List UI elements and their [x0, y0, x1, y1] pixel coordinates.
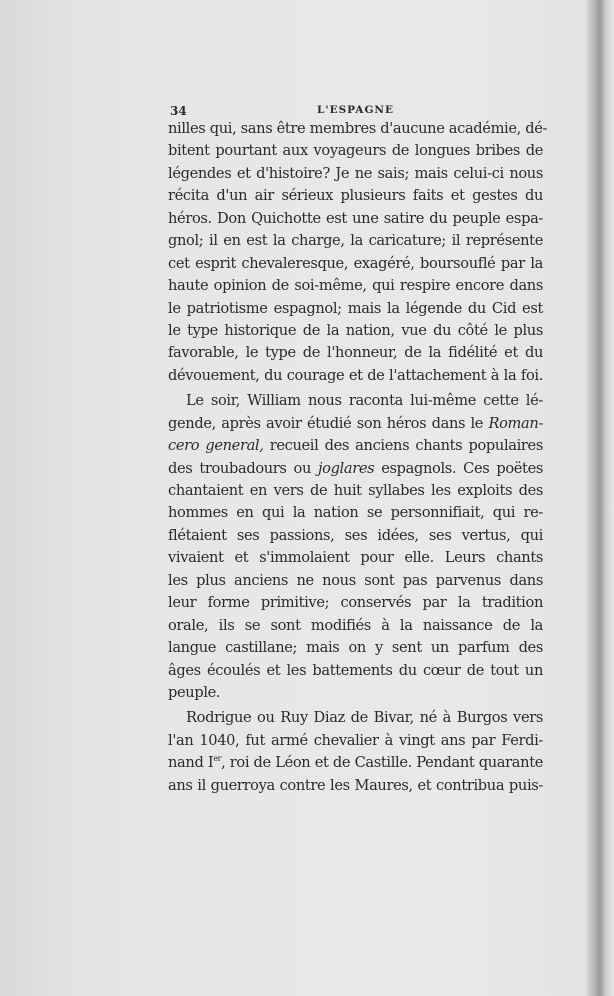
text-line: les plus anciens ne nous sont pas parvenus dans [168, 571, 543, 589]
text-segment: des troubadours ou [168, 459, 318, 477]
text-segment: espagnols. Ces poëtes [374, 459, 543, 477]
text-line: hommes en qui la nation se personnifiait, qui re- [168, 504, 543, 522]
text-line: leur forme primitive; conservés par la tradition [168, 594, 543, 612]
text-line [168, 435, 543, 457]
text-segment: recueil des anciens chants populaires [263, 437, 543, 455]
text-line: nilles qui, sans être membres d'aucune académie, dé- [168, 120, 548, 137]
superscript: er [213, 754, 222, 764]
italic-segment: joglares [317, 459, 375, 477]
text-line: le type historique de la nation, vue du côté le plus [168, 321, 543, 339]
text-line: langue castillane; mais on y sent un parfum des [168, 639, 543, 657]
italic-segment: Roman- [488, 414, 543, 432]
text-line [168, 752, 543, 774]
paragraph-start-line: Rodrigue ou Ruy Diaz de Bivar, né à Burgos vers [186, 709, 543, 727]
text-line: orale, ils se sont modifiés à la naissance de la [168, 616, 543, 634]
text-line [168, 458, 543, 480]
text-line: légendes et d'histoire? Je ne sais; mais celui-ci nous [168, 164, 543, 182]
text-line: l'an 1040, fut armé chevalier à vingt ans par Ferdi- [168, 731, 543, 749]
text-line [168, 413, 543, 435]
text-segment: , roi de Léon et de Castille. Pendant quarante [221, 754, 543, 772]
text-line: haute opinion de soi-même, qui respire encore dans [168, 277, 543, 295]
text-line: vivaient et s'immolaient pour elle. Leurs chants [168, 549, 543, 567]
text-line: bitent pourtant aux voyageurs de longues bribes de [168, 142, 543, 160]
text-line: cet esprit chevaleresque, exagéré, boursouflé par la [168, 254, 543, 272]
text-line: favorable, le type de l'honneur, de la fidélité et du [168, 344, 543, 362]
text-line: âges écoulés et les battements du cœur de tout un [168, 661, 543, 679]
text-line: gnol; il en est la charge, la caricature; il représente [168, 232, 543, 250]
paragraph-start-line: Le soir, William nous raconta lui-même cette lé- [186, 392, 543, 410]
page-number: 34 [170, 104, 187, 118]
text-line: chantaient en vers de huit syllabes les exploits des [168, 482, 543, 499]
text-line: dévouement, du courage et de l'attachement à la foi. [168, 366, 543, 384]
paragraph-end-line: peuple. [168, 683, 221, 701]
text-line: flétaient ses passions, ses idées, ses vertus, qui [168, 526, 543, 544]
text-segment: nand I [168, 754, 214, 772]
text-line: héros. Don Quichotte est une satire du peuple espa- [168, 209, 543, 227]
text-line: ans il guerroya contre les Maures, et contribua puis- [168, 776, 543, 794]
text-line: le patriotisme espagnol; mais la légende du Cid est [168, 299, 543, 317]
italic-segment: cero general, [168, 437, 264, 455]
body-text [168, 118, 548, 797]
text-line: récita d'un air sérieux plusieurs faits et gestes du [168, 187, 543, 205]
running-title: L'ESPAGNE [316, 104, 395, 116]
text-segment: gende, après avoir étudié son héros dans le [168, 414, 489, 432]
